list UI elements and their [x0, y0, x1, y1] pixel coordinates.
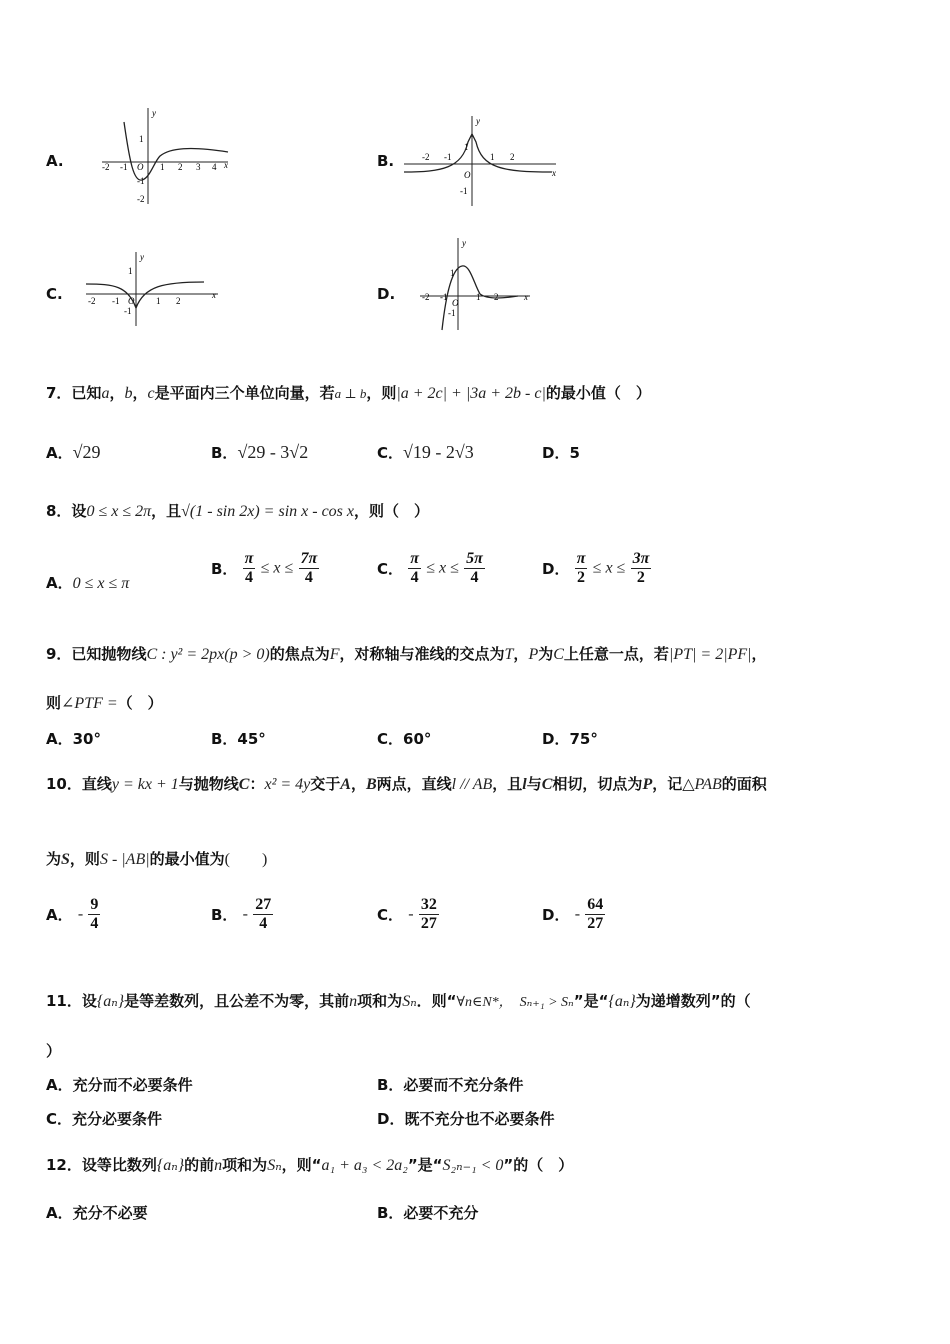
option-label-d: D. [377, 285, 396, 303]
tick-label: -2 [422, 152, 430, 162]
q10-text: 为 [46, 850, 62, 868]
fraction [253, 896, 273, 933]
q7-text: 是平面内三个单位向量，若 [154, 384, 335, 402]
q12-option-b[interactable]: B．必要不充分 [377, 1204, 479, 1222]
q10-text: 与 [526, 775, 542, 793]
fraction [575, 550, 588, 587]
q10-option-b[interactable] [211, 896, 273, 933]
tick-label: 1 [450, 268, 455, 278]
inequality: ≤ x ≤ [426, 559, 459, 577]
var-a: a [101, 385, 110, 402]
var-p: P [528, 646, 539, 663]
var-c: C [553, 646, 564, 663]
tick-label: 4 [212, 162, 217, 172]
graph-a [100, 104, 235, 208]
option-label: A． [46, 444, 73, 462]
q7-option-b[interactable] [211, 442, 308, 463]
q11-option-c[interactable]: C．充分必要条件 [46, 1110, 163, 1128]
tick-label: 1 [490, 152, 495, 162]
q9-number: 9．已知抛物线 [46, 645, 147, 663]
option-value: 0 ≤ x ≤ π [72, 575, 130, 592]
graph-d [418, 234, 538, 332]
denominator: 27 [587, 915, 604, 932]
tick-label: 2 [510, 152, 515, 162]
q10-text: 的最小值为 [149, 850, 225, 868]
tick-label: -2 [88, 296, 96, 306]
var-s: S [61, 851, 70, 868]
question-12 [46, 1154, 573, 1175]
graph-c [84, 250, 224, 328]
q10-text: 与抛物线 [178, 775, 239, 793]
q12-text: ，则“ [281, 1156, 322, 1174]
var-c: C [541, 776, 553, 793]
q11-option-b[interactable]: B．必要而不充分条件 [377, 1076, 524, 1094]
q9-text: 上任意一点，若 [563, 645, 669, 663]
numerator: π [576, 550, 586, 567]
denominator: 4 [90, 915, 99, 932]
fraction [408, 550, 421, 587]
denominator: 4 [245, 569, 254, 586]
var-sn: Sₙ [267, 1157, 282, 1174]
q11-sequence: {aₙ} [608, 993, 636, 1010]
question-11 [46, 990, 751, 1011]
tick-label: -1 [460, 186, 468, 196]
q10-text: ，记 [652, 775, 683, 793]
numerator: 32 [420, 896, 437, 913]
q9-text: （ ） [117, 694, 163, 712]
tick-label: 2 [176, 296, 181, 306]
var-n: n [214, 1157, 223, 1174]
q9-text: ，对称轴与准线的交点为 [339, 645, 505, 663]
q7-option-c[interactable] [377, 442, 474, 463]
q12-condition: a₁ + a₃ < 2a₂ [321, 1157, 408, 1174]
var-b: B [365, 776, 377, 793]
option-label: C． [377, 444, 404, 462]
q8-option-a[interactable] [46, 572, 129, 593]
tick-label: 2 [178, 162, 183, 172]
q10-answer-paren: ( ) [224, 851, 268, 868]
question-11-line2: ） [46, 1042, 62, 1060]
q11-text: 是等差数列，且公差不为零，其前 [124, 992, 350, 1010]
option-value: √19 - 2√3 [403, 442, 474, 462]
q8-equation: √(1 - sin 2x) = sin x - cos x [181, 503, 355, 520]
tick-label: -1 [120, 162, 128, 172]
q9-option-d[interactable]: D．75° [542, 730, 598, 748]
q7-number: 7．已知 [46, 384, 102, 402]
q10-sep: ， [350, 775, 366, 793]
option-label: B． [211, 906, 238, 924]
q12-number: 12．设等比数列 [46, 1156, 157, 1174]
x-axis-label: x [552, 168, 556, 178]
tick-label: -1 [448, 308, 456, 318]
denominator: 4 [410, 569, 419, 586]
x-axis-label: x [524, 292, 528, 302]
tick-label: -1 [440, 292, 448, 302]
y-axis-label: y [476, 116, 480, 126]
fraction [419, 896, 439, 933]
q9-angle: ∠PTF = [61, 695, 118, 712]
tick-label: -2 [422, 292, 430, 302]
q9-text: 的焦点为 [269, 645, 330, 663]
q9-text: 则 [46, 694, 62, 712]
tick-label: -1 [137, 176, 145, 186]
var-l: l [522, 776, 527, 793]
var-t: T [504, 646, 514, 663]
option-label-b: B. [377, 152, 395, 170]
var-f: F [329, 646, 340, 663]
q12-option-a[interactable]: A．充分不必要 [46, 1204, 148, 1222]
fraction [464, 550, 485, 587]
numerator: 5π [466, 550, 483, 567]
fraction [299, 550, 320, 587]
q10-number: 10．直线 [46, 775, 112, 793]
q12-text: 的前 [184, 1156, 215, 1174]
minus-sign: - [574, 905, 581, 923]
q12-text: 项和为 [222, 1156, 268, 1174]
question-9-line2 [46, 692, 163, 713]
numerator: 9 [90, 896, 99, 913]
q8-option-b[interactable] [211, 550, 319, 587]
minus-sign: - [77, 905, 84, 923]
q8-option-d[interactable] [542, 550, 651, 587]
denominator: 2 [577, 569, 586, 586]
x-axis-label: x [212, 290, 216, 300]
graph-b [402, 112, 562, 210]
numerator: π [244, 550, 254, 567]
tick-label: O [137, 162, 144, 172]
option-label: D． [542, 906, 570, 924]
q10-line: y = kx + 1 [111, 776, 179, 793]
q12-condition: S₂ₙ₋₁ < 0 [442, 1157, 504, 1174]
q7-condition: a ⊥ b [334, 386, 367, 401]
tick-label: O [464, 170, 471, 180]
numerator: π [410, 550, 419, 567]
question-10-line2 [46, 846, 267, 869]
var-c: c [147, 385, 155, 402]
tick-label: 3 [196, 162, 201, 172]
question-8 [46, 500, 429, 521]
tick-label: -1 [112, 296, 120, 306]
tick-label: -1 [444, 152, 452, 162]
tick-label: 2 [494, 292, 499, 302]
q10-expression: S - |AB| [99, 851, 150, 868]
option-label: C． [377, 560, 404, 578]
tick-label: -1 [124, 306, 132, 316]
var-a: A [340, 776, 351, 793]
x-axis-label: x [224, 160, 228, 170]
q11-text: ”是“ [573, 992, 609, 1010]
fraction [243, 550, 256, 587]
tick-label: 1 [156, 296, 161, 306]
option-label: A． [46, 906, 73, 924]
q8-number: 8．设 [46, 502, 87, 520]
q9-condition: |PT| = 2|PF| [668, 646, 752, 663]
minus-sign: - [408, 905, 414, 923]
q10-parabola: x² = 4y [264, 776, 311, 793]
option-value: √29 [72, 442, 101, 462]
q7-option-d[interactable]: D．5 [542, 444, 580, 462]
q11-text: 为递增数列”的（ [635, 992, 751, 1010]
tick-label: O [452, 298, 459, 308]
tick-label: 1 [160, 162, 165, 172]
var-c: C [238, 776, 250, 793]
var-n: n [349, 993, 358, 1010]
q9-option-b[interactable]: B．45° [211, 730, 266, 748]
q7-option-a[interactable] [46, 442, 101, 463]
numerator: 3π [632, 550, 650, 567]
q7-sep: ， [109, 384, 125, 402]
q7-expression: |a + 2c| + |3a + 2b - c| [396, 385, 546, 402]
q10-text: 相切，切点为 [552, 775, 643, 793]
q10-option-d[interactable] [542, 896, 605, 933]
q11-option-d[interactable]: D．既不充分也不必要条件 [377, 1110, 555, 1128]
fraction [88, 896, 100, 933]
tick-label: -2 [137, 194, 145, 204]
q7-sep: ， [132, 384, 148, 402]
q11-condition: ∀n∈N*， Sₙ₊₁ > Sₙ [456, 995, 574, 1010]
q11-text: 项和为 [357, 992, 403, 1010]
q10-option-a[interactable] [46, 896, 100, 933]
option-value: √29 - 3√2 [237, 442, 309, 462]
tick-label: 1 [476, 292, 481, 302]
option-label: A． [46, 574, 73, 592]
y-axis-label: y [462, 238, 466, 248]
q8-option-c[interactable] [377, 550, 485, 587]
y-axis-label: y [140, 252, 144, 262]
q11-option-a[interactable]: A．充分而不必要条件 [46, 1076, 193, 1094]
numerator: 7π [300, 550, 318, 567]
fraction [585, 896, 605, 933]
denominator: 4 [470, 569, 479, 586]
var-p: P [642, 776, 653, 793]
option-label-a: A. [46, 152, 64, 170]
q12-text: ”的（ ） [503, 1156, 574, 1174]
q12-sequence: {aₙ} [156, 1157, 185, 1174]
q9-text: ， [751, 645, 767, 663]
inequality: ≤ x ≤ [260, 559, 294, 577]
denominator: 2 [636, 569, 645, 586]
q10-text: ，则 [69, 850, 100, 868]
minus-sign: - [242, 905, 248, 923]
option-label-c: C. [46, 285, 63, 303]
q8-text: ，则（ ） [354, 502, 430, 520]
tick-label: 1 [128, 266, 133, 276]
question-7 [46, 382, 651, 403]
q9-text: 为 [538, 645, 554, 663]
var-b: b [124, 385, 133, 402]
q10-text: 交于 [310, 775, 341, 793]
q11-text: ．则“ [416, 992, 457, 1010]
tick-label: O [128, 296, 135, 306]
q9-sep: ， [513, 645, 529, 663]
q10-text: 两点，直线 [376, 775, 452, 793]
q11-sequence: {aₙ} [96, 993, 125, 1010]
q10-text: 的面积 [721, 775, 767, 793]
inequality: ≤ x ≤ [592, 559, 626, 577]
option-label: B． [211, 444, 238, 462]
q9-option-a[interactable]: A．30° [46, 730, 101, 748]
q10-option-c[interactable] [377, 896, 439, 933]
numerator: 27 [255, 896, 272, 913]
q12-text: ”是“ [407, 1156, 443, 1174]
var-sn: Sₙ [402, 993, 417, 1010]
q9-curve: C : y² = 2px(p > 0) [146, 646, 270, 663]
q7-text: 的最小值（ ） [545, 384, 651, 402]
denominator: 4 [304, 569, 313, 586]
fraction [631, 550, 652, 587]
q10-text: ： [249, 775, 265, 793]
q8-text: ，且 [151, 502, 182, 520]
q11-number: 11．设 [46, 992, 97, 1010]
option-label: B． [211, 560, 238, 578]
q10-text: ，且 [492, 775, 523, 793]
y-axis-label: y [152, 108, 156, 118]
denominator: 27 [420, 915, 437, 932]
denominator: 4 [259, 915, 268, 932]
option-label: C． [377, 906, 404, 924]
question-10 [46, 773, 767, 794]
tick-label: 1 [139, 134, 144, 144]
tick-label: 1 [464, 142, 469, 152]
q8-range: 0 ≤ x ≤ 2π [86, 503, 152, 520]
q7-text: ，则 [366, 384, 397, 402]
numerator: 64 [587, 896, 604, 913]
q9-option-c[interactable]: C．60° [377, 730, 432, 748]
q10-parallel: l // AB [451, 776, 493, 793]
tick-label: -2 [102, 162, 110, 172]
q10-triangle: △PAB [682, 776, 722, 793]
question-9 [46, 643, 767, 664]
option-label: D． [542, 560, 570, 578]
